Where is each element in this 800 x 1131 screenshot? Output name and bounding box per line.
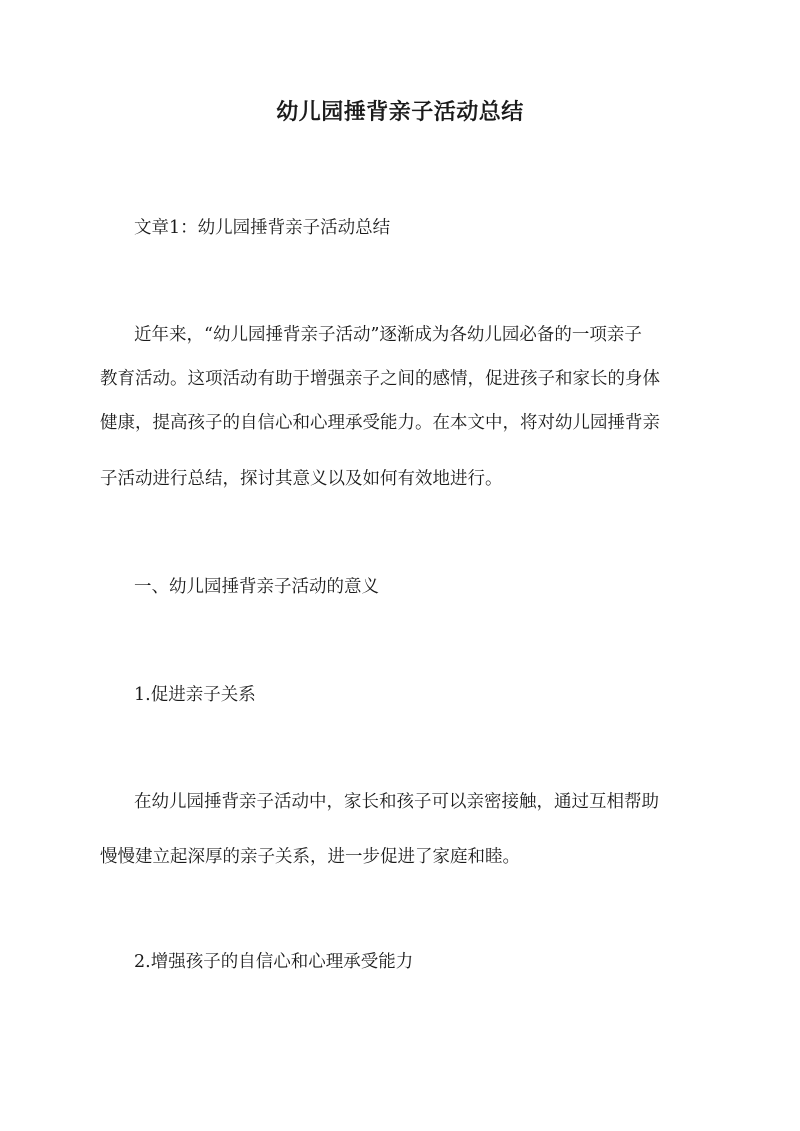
intro-line-3: 健康，提高孩子的自信心和心理承受能力。在本文中，将对幼儿园捶背亲 <box>100 413 660 433</box>
section-heading-1: 一、幼儿园捶背亲子活动的意义 <box>134 577 379 597</box>
intro-line-2: 教育活动。这项活动有助于增强亲子之间的感情，促进孩子和家长的身体 <box>100 369 660 389</box>
sub1-line-2: 慢慢建立起深厚的亲子关系，进一步促进了家庭和睦。 <box>100 847 520 867</box>
intro-line-4: 子活动进行总结，探讨其意义以及如何有效地进行。 <box>100 469 503 489</box>
article-label: 文章1：幼儿园捶背亲子活动总结 <box>134 218 391 238</box>
intro-line-1: 近年来，“幼儿园捶背亲子活动”逐渐成为各幼儿园必备的一项亲子 <box>134 325 642 345</box>
subsection-heading-1: 1.促进亲子关系 <box>134 685 256 705</box>
sub1-line-1: 在幼儿园捶背亲子活动中，家长和孩子可以亲密接触，通过互相帮助 <box>134 792 659 812</box>
subsection-heading-2: 2.增强孩子的自信心和心理承受能力 <box>134 952 414 972</box>
document-title: 幼儿园捶背亲子活动总结 <box>276 99 524 125</box>
